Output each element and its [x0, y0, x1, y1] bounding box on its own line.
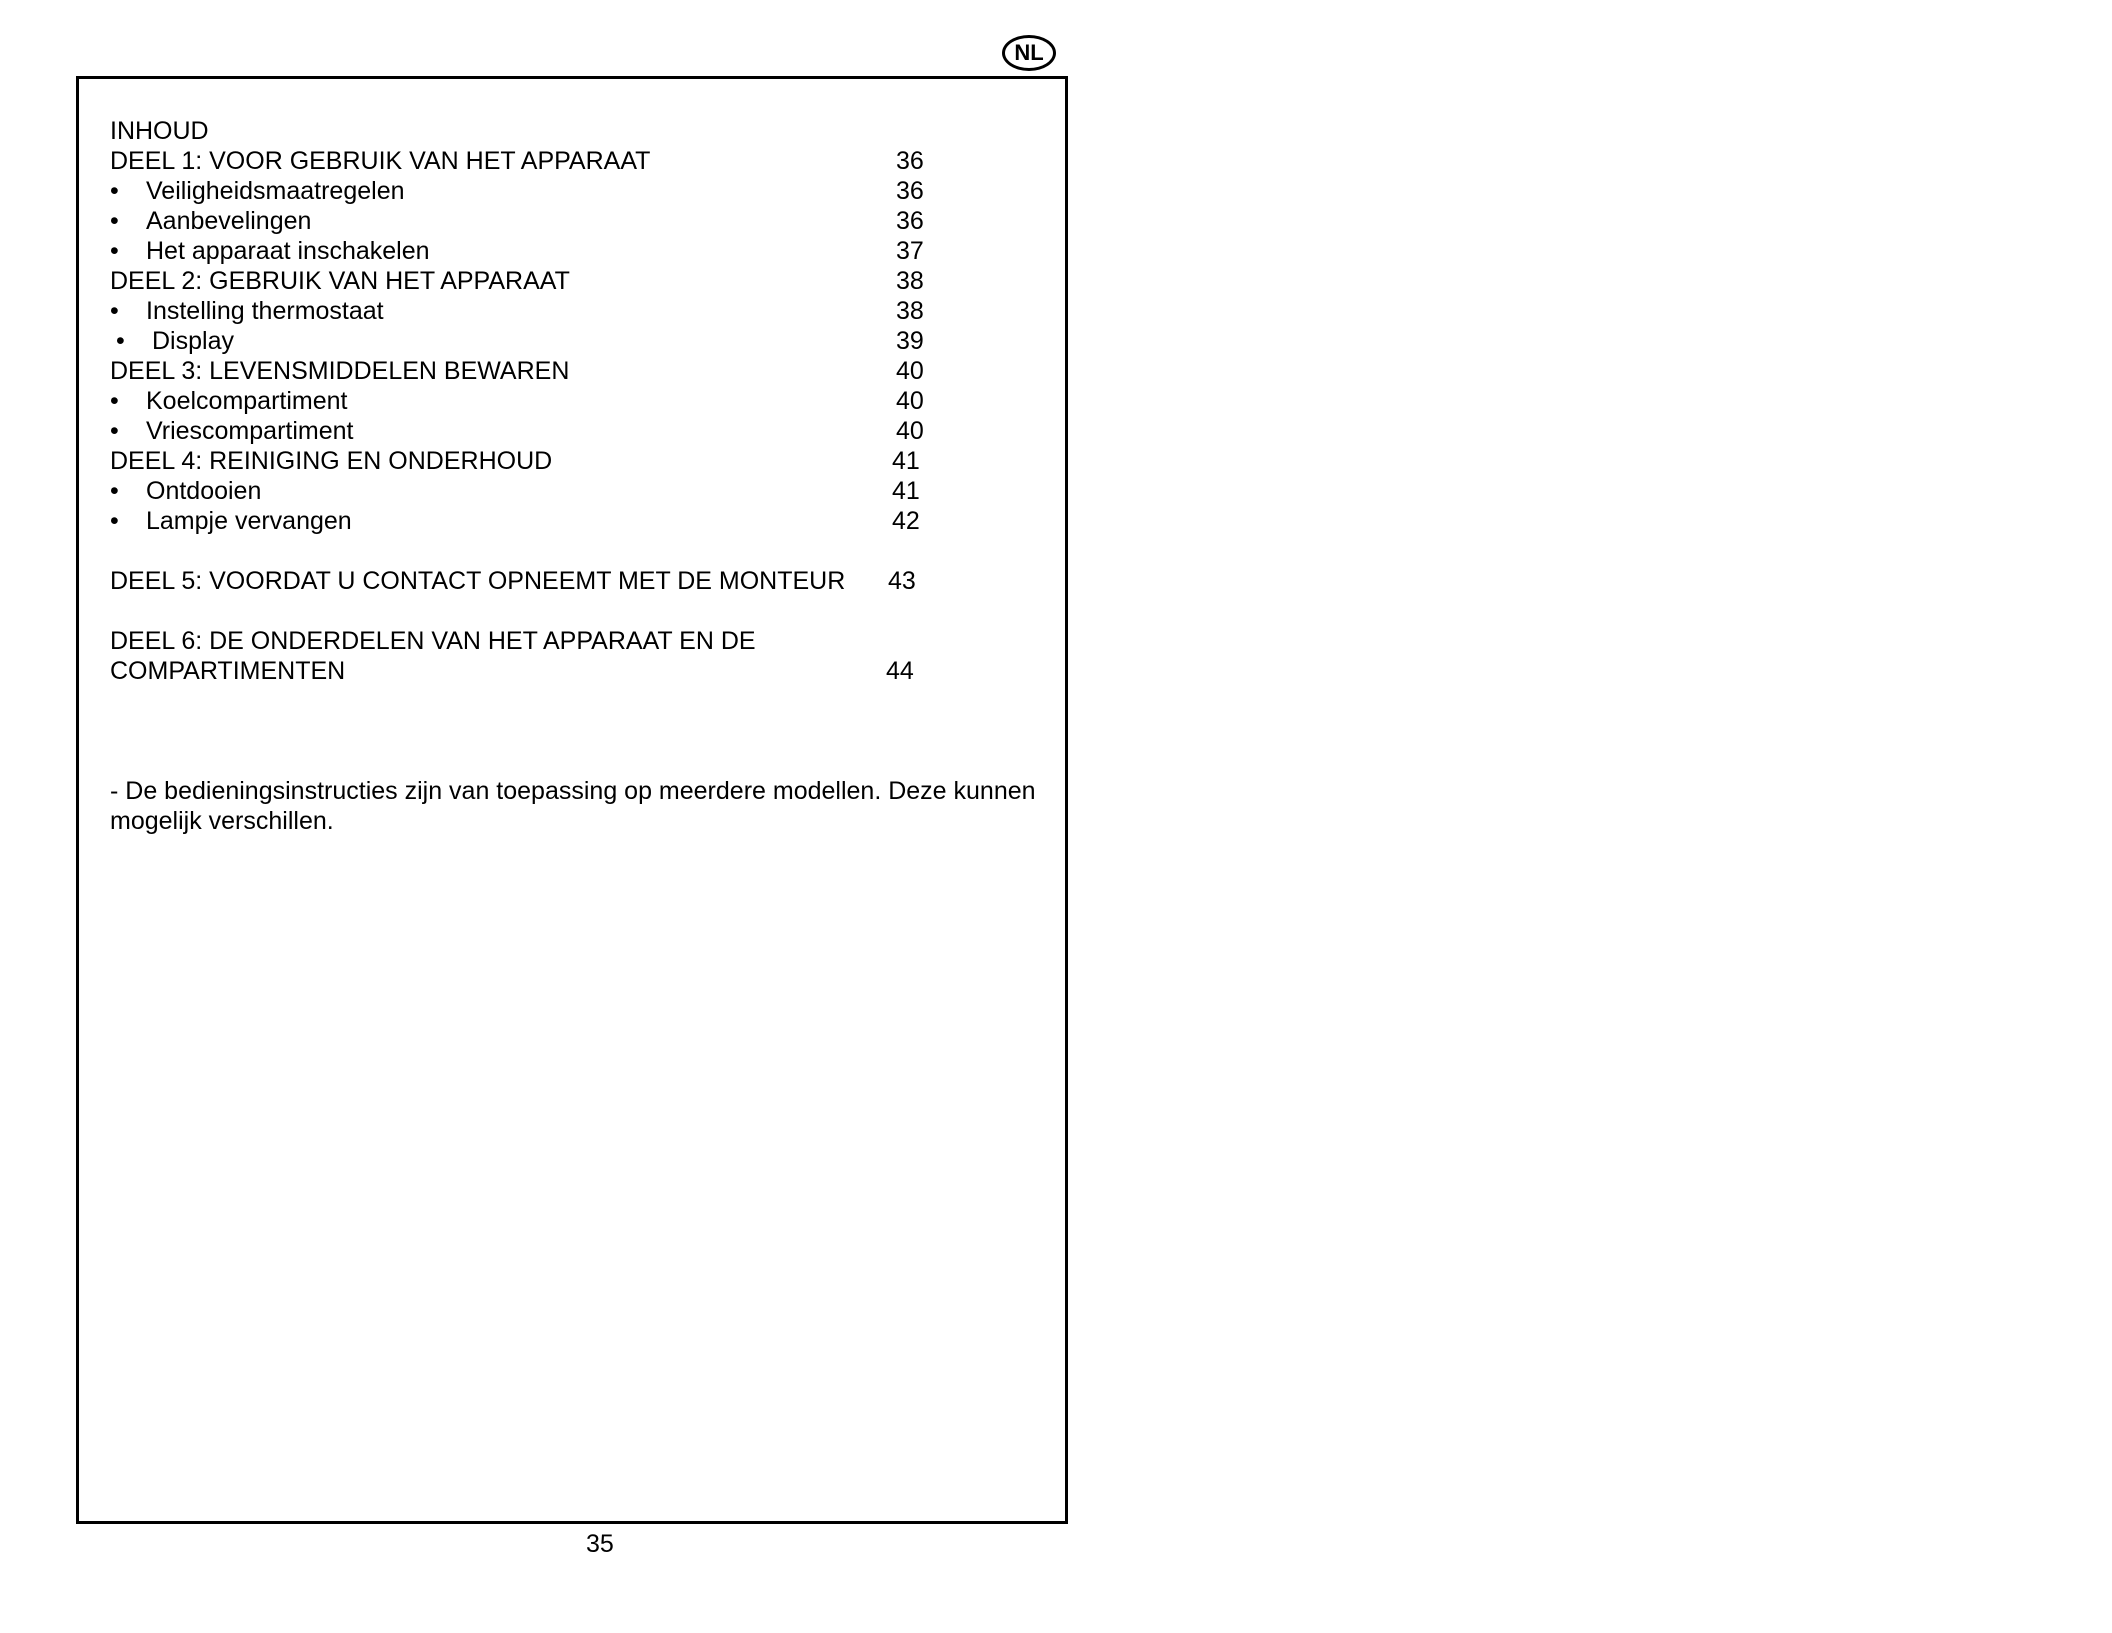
toc-entry-page: 38 — [896, 267, 924, 295]
toc-entry-deel-2[interactable] — [110, 266, 950, 296]
bullet-icon: • — [110, 417, 119, 445]
toc-entry-label: DEEL 3: LEVENSMIDDELEN BEWAREN — [110, 357, 570, 385]
toc-entry-label: Instelling thermostaat — [146, 297, 384, 325]
toc-entry-lampje-vervangen[interactable] — [110, 506, 950, 536]
toc-entry-page: 37 — [896, 237, 924, 265]
toc-entry-deel-6[interactable] — [110, 626, 950, 686]
toc-entry-label: Ontdooien — [146, 477, 262, 505]
toc-entry-page: 36 — [896, 177, 924, 205]
bullet-icon: • — [110, 507, 119, 535]
model-note: - De bedieningsinstructies zijn van toepassing op meerdere modellen. Deze kunnen mogelijk verschillen. — [110, 777, 1036, 835]
toc-entry-deel-5[interactable] — [110, 566, 950, 596]
toc-entry-deel-1[interactable] — [110, 146, 950, 176]
toc-entry-veiligheidsmaatregelen[interactable] — [110, 176, 950, 206]
toc-entry-page: 36 — [896, 207, 924, 235]
toc-entry-page: 41 — [892, 477, 920, 505]
bullet-icon: • — [116, 327, 125, 355]
toc-entry-deel-3[interactable] — [110, 356, 950, 386]
toc-entry-label: Koelcompartiment — [146, 387, 348, 415]
bullet-icon: • — [110, 177, 119, 205]
bullet-icon: • — [110, 237, 119, 265]
toc-entry-ontdooien[interactable] — [110, 476, 950, 506]
toc-entry-label: Het apparaat inschakelen — [146, 237, 430, 265]
bullet-icon: • — [110, 207, 119, 235]
toc-entry-page: 44 — [886, 657, 914, 685]
toc-entry-het-apparaat-inschakelen[interactable] — [110, 236, 950, 266]
toc-entry-vriescompartiment[interactable] — [110, 416, 950, 446]
table-of-contents — [110, 116, 950, 686]
toc-title: INHOUD — [110, 117, 209, 145]
toc-entry-display[interactable] — [110, 326, 950, 356]
page-number: 35 — [586, 1530, 614, 1558]
toc-entry-page: 43 — [888, 567, 916, 595]
bullet-icon: • — [110, 297, 119, 325]
toc-entry-label: Display — [152, 327, 234, 355]
bullet-icon: • — [110, 387, 119, 415]
toc-entry-label: DEEL 6: DE ONDERDELEN VAN HET APPARAAT EN DE COMPARTIMENTEN — [110, 627, 756, 685]
toc-entry-deel-4[interactable] — [110, 446, 950, 476]
bullet-icon: • — [110, 477, 119, 505]
toc-entry-page: 36 — [896, 147, 924, 175]
toc-entry-page: 41 — [892, 447, 920, 475]
toc-entry-koelcompartiment[interactable] — [110, 386, 950, 416]
toc-entry-aanbevelingen[interactable] — [110, 206, 950, 236]
toc-spacer — [110, 536, 950, 566]
toc-entry-page: 40 — [896, 357, 924, 385]
toc-spacer — [110, 596, 950, 626]
toc-entry-label: DEEL 2: GEBRUIK VAN HET APPARAAT — [110, 267, 570, 295]
toc-entry-page: 40 — [896, 387, 924, 415]
toc-entry-label: Lampje vervangen — [146, 507, 352, 535]
toc-entry-label: Aanbevelingen — [146, 207, 312, 235]
toc-entry-page: 38 — [896, 297, 924, 325]
toc-entry-page: 42 — [892, 507, 920, 535]
toc-entry-label: Vriescompartiment — [146, 417, 354, 445]
toc-entry-label: Veiligheidsmaatregelen — [146, 177, 405, 205]
toc-entry-page: 40 — [896, 417, 924, 445]
toc-entry-page: 39 — [896, 327, 924, 355]
toc-entry-label: DEEL 5: VOORDAT U CONTACT OPNEEMT MET DE MONTEUR — [110, 567, 846, 595]
toc-entry-instelling-thermostaat[interactable] — [110, 296, 950, 326]
toc-entry-label: DEEL 4: REINIGING EN ONDERHOUD — [110, 447, 553, 475]
language-badge: NL — [1002, 35, 1056, 71]
toc-entry-label: DEEL 1: VOOR GEBRUIK VAN HET APPARAAT — [110, 147, 651, 175]
